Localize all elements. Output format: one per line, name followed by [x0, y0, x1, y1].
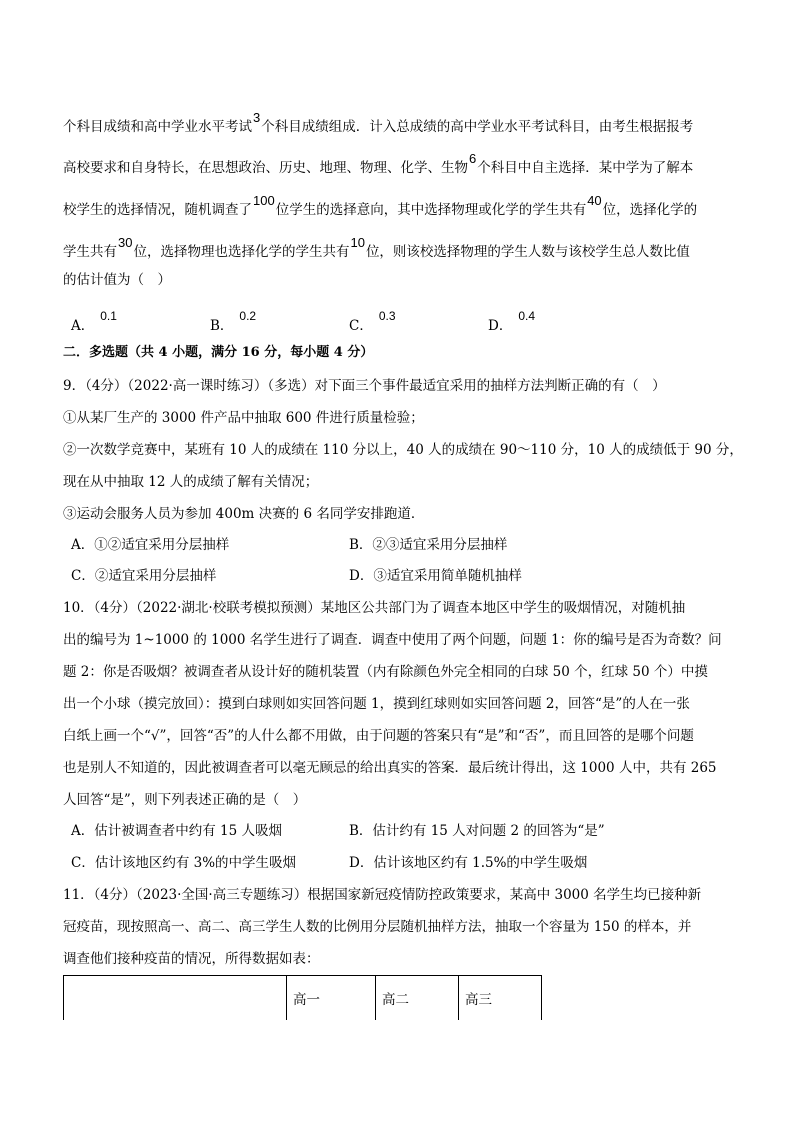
vaccination-table	[63, 975, 542, 1020]
q10-option-b: B．估计约有 15 人对问题 2 的回答为“是”	[349, 823, 605, 839]
q10-line-4: 出一个小球（摸完放回）：摸到白球则如实回答问题 1，摸到红球则如实回答问题 2，回答“是”的人在一张	[63, 696, 690, 712]
q9-line-2: ①从某厂生产的 3000 件产品中抽取 600 件进行质量检验；	[63, 410, 424, 426]
q8-text: 位学生的选择意向，其中选择物理或化学的学生共有	[275, 202, 587, 218]
q9-option-d: D．③适宜采用简单随机抽样	[349, 568, 522, 584]
option-value: 0.4	[518, 309, 536, 323]
q8-number: 40	[587, 193, 602, 208]
q8-text: 学生共有	[63, 244, 117, 260]
q11-line-3: 调查他们接种疫苗的情况，所得数据如表：	[63, 951, 320, 967]
q9-line-5: ③运动会服务人员为参加 400m 决赛的 6 名同学安排跑道．	[63, 506, 425, 522]
q8-text: 位，选择化学的	[602, 202, 698, 218]
option-label: A．	[71, 318, 95, 334]
q10-line-1: 10．（4分）（2022·湖北·校联考模拟预测）某地区公共部门为了调查本地区中学生的吸烟情况，对随机抽	[63, 600, 686, 616]
q8-line-3	[63, 193, 698, 220]
q9-option-c: C．②适宜采用分层抽样	[71, 568, 217, 584]
q8-text: 校学生的选择情况，随机调查了	[63, 202, 252, 218]
q11-line-1: 11．（4分）（2023·全国·高三专题练习）根据国家新冠疫情防控政策要求，某高中 3000 名学生均已接种新	[63, 887, 702, 903]
table-header-cell: 高二	[376, 976, 459, 1021]
q11-line-2: 冠疫苗，现按照高一、高二、高三学生人数的比例用分层随机抽样方法，抽取一个容量为 150 的样本，并	[63, 919, 692, 935]
q9-line-3: ②一次数学竞赛中，某班有 10 人的成绩在 110 分以上，40 人的成绩在 90～110 分，10 人的成绩低于 90 分，	[63, 442, 743, 458]
q9-line-4: 现在从中抽取 12 人的成绩了解有关情况；	[63, 474, 319, 490]
q9-option-b: B．②③适宜采用分层抽样	[349, 537, 508, 553]
q9-line-1: 9．（4分）（2022·高一课时练习）（多选）对下面三个事件最适宜采用的抽样方法判断正确的有（ ）	[63, 378, 666, 394]
option-value: 0.3	[378, 309, 396, 323]
q8-number: 10	[350, 235, 365, 250]
option-label: B．	[210, 318, 234, 334]
table-row	[64, 976, 542, 1021]
section-heading: 二．多选题（共 4 小题，满分 16 分，每小题 4 分）	[63, 345, 374, 360]
option-label: D．	[488, 318, 513, 334]
option-value: 0.2	[239, 309, 257, 323]
q8-number: 30	[118, 235, 133, 250]
q8-text: 位，选择物理也选择化学的学生共有	[133, 244, 350, 260]
q10-option-d: D．估计该地区约有 1.5%的中学生吸烟	[349, 855, 588, 871]
q8-line-2	[63, 151, 694, 178]
q8-text: 位，则该校选择物理的学生人数与该校学生总人数比值	[365, 244, 690, 260]
q10-line-2: 出的编号为 1~1000 的 1000 名学生进行了调查．调查中使用了两个问题，问题 1：你的编号是否为奇数？问	[63, 632, 722, 648]
q8-option-c	[349, 309, 397, 336]
q8-text: 高校要求和自身特长，在思想政治、历史、地理、物理、化学、生物	[63, 160, 468, 176]
q8-text: 个科目中自主选择．某中学为了解本	[477, 160, 694, 176]
q8-number: 100	[253, 193, 275, 208]
q8-option-a	[71, 309, 118, 336]
q8-line-4	[63, 235, 690, 262]
q10-line-7: 人回答“是”，则下列表述正确的是（ ）	[63, 792, 307, 808]
table-header-cell: 高一	[287, 976, 376, 1021]
q10-option-c: C．估计该地区约有 3%的中学生吸烟	[71, 855, 297, 871]
q8-option-d	[488, 309, 536, 336]
q8-line-1	[63, 110, 694, 137]
q9-option-a: A．①②适宜采用分层抽样	[71, 537, 230, 553]
q8-line-5: 的估计值为（ ）	[63, 272, 171, 288]
option-label: C．	[349, 318, 373, 334]
table-header-cell	[64, 976, 287, 1021]
q10-option-a: A．估计被调查者中约有 15 人吸烟	[71, 823, 283, 839]
table-header-cell: 高三	[459, 976, 542, 1021]
q8-number: 6	[469, 151, 477, 166]
q8-option-b	[210, 309, 257, 336]
q10-line-6: 也是别人不知道的，因此被调查者可以毫无顾忌的给出真实的答案．最后统计得出，这 1000 人中，共有 265	[63, 760, 717, 776]
q10-line-5: 白纸上画一个“√”，回答“否”的人什么都不用做，由于问题的答案只有“是”和“否”，而且回答的是哪个问题	[63, 728, 694, 744]
q10-line-3: 题 2：你是否吸烟？被调查者从设计好的随机装置（内有除颜色外完全相同的白球 50 个，红球 50 个）中摸	[63, 664, 708, 680]
option-value: 0.1	[100, 309, 117, 323]
q8-number: 3	[253, 110, 261, 125]
q8-text: 个科目成绩和高中学业水平考试	[63, 119, 252, 135]
q8-text: 个科目成绩组成．计入总成绩的高中学业水平考试科目，由考生根据报考	[261, 119, 694, 135]
